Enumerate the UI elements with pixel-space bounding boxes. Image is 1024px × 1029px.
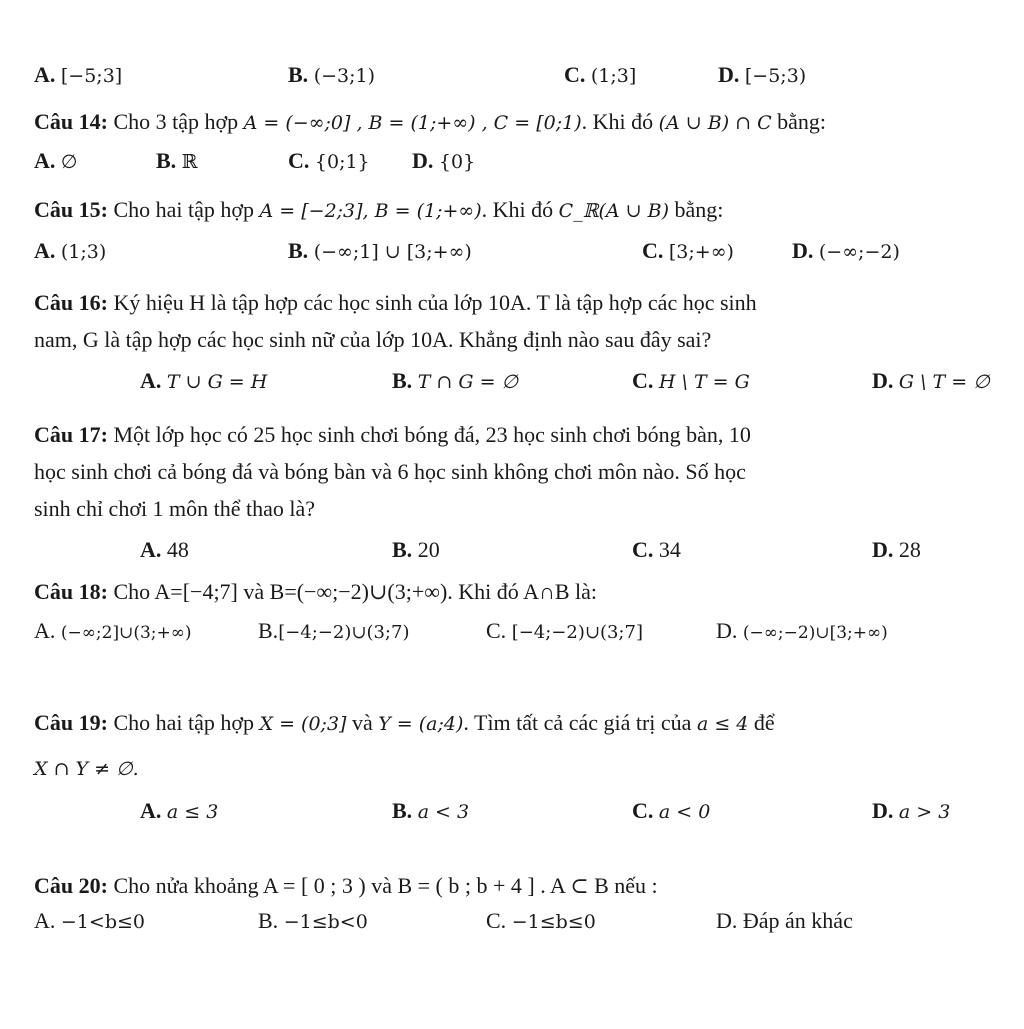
q14-option-a[interactable]: A. ∅ — [34, 148, 78, 173]
q18-label: Câu 18: — [34, 579, 108, 604]
q14-label: Câu 14: — [34, 109, 108, 134]
q17-options — [0, 531, 1024, 569]
q17-line-1: Câu 17: Một lớp học có 25 học sinh chơi bóng đá, 23 học sinh chơi bóng bàn, 10 — [34, 422, 751, 447]
q17-option-c[interactable]: C. 34 — [632, 537, 681, 562]
q14-option-b[interactable]: B. ℝ — [156, 148, 198, 173]
q13-option-d[interactable]: D. [−5;3) — [718, 62, 807, 87]
q13-option-c[interactable]: C. (1;3] — [564, 62, 637, 87]
q16-line-2: nam, G là tập hợp các học sinh nữ của lớp 10A. Khẳng định nào sau đây sai? — [34, 327, 712, 352]
q14-text: Câu 14: Cho 3 tập hợp A = (−∞;0] , B = (1;+∞) , C = [0;1). Khi đó (A ∪ B) ∩ C bằng: — [34, 109, 827, 134]
q20-option-d[interactable]: D. Đáp án khác — [716, 908, 853, 933]
q15-option-b[interactable]: B. (−∞;1] ∪ [3;+∞) — [288, 238, 472, 263]
q15-option-d[interactable]: D. (−∞;−2) — [792, 238, 900, 263]
q15-options — [0, 232, 1024, 270]
q15-label: Câu 15: — [34, 197, 108, 222]
q14-options — [0, 142, 1024, 180]
q16-line-1: Câu 16: Ký hiệu H là tập hợp các học sinh của lớp 10A. T là tập hợp các học sinh — [34, 290, 757, 315]
q13-option-a[interactable]: A. [−5;3] — [34, 62, 123, 87]
q19-option-c[interactable]: C. a < 0 — [632, 798, 711, 823]
q18-options — [0, 612, 1024, 650]
q20-option-a[interactable]: A. −1<b≤0 — [34, 908, 145, 933]
q17-label: Câu 17: — [34, 422, 108, 447]
q19-line-2: X ∩ Y ≠ ∅. — [34, 758, 139, 780]
q16-option-c[interactable]: C. H \ T = G — [632, 368, 750, 393]
q17-line-3: sinh chỉ chơi 1 môn thể thao là? — [34, 496, 316, 521]
q16-text — [34, 284, 1016, 358]
q15-text: Câu 15: Cho hai tập hợp A = [−2;3], B = (1;+∞). Khi đó C_ℝ(A ∪ B) bằng: — [34, 197, 724, 222]
q15-option-c[interactable]: C. [3;+∞) — [642, 238, 734, 263]
q13-options — [0, 56, 1024, 94]
q19-option-a[interactable]: A. a ≤ 3 — [140, 798, 219, 823]
q18-option-b[interactable]: B.[−4;−2)∪(3;7) — [258, 618, 410, 643]
q14-option-c[interactable]: C. {0;1} — [288, 148, 370, 173]
q18-text: Câu 18: Cho A=[−4;7] và B=(−∞;−2)∪(3;+∞). Khi đó A∩B là: — [34, 579, 598, 604]
q20-option-b[interactable]: B. −1≤b<0 — [258, 908, 368, 933]
q19-label: Câu 19: — [34, 710, 108, 735]
q16-option-a[interactable]: A. T ∪ G = H — [140, 368, 268, 393]
q16-option-d[interactable]: D. G \ T = ∅ — [872, 368, 990, 393]
q20-options — [0, 902, 1024, 940]
q17-option-d[interactable]: D. 28 — [872, 537, 921, 562]
q18-option-a[interactable]: A. (−∞;2]∪(3;+∞) — [34, 618, 192, 643]
q15-option-a[interactable]: A. (1;3) — [34, 238, 107, 263]
q18-option-c[interactable]: C. [−4;−2)∪(3;7] — [486, 618, 643, 643]
q17-option-a[interactable]: A. 48 — [140, 537, 189, 562]
q17-text — [34, 416, 1016, 527]
q20-option-c[interactable]: C. −1≤b≤0 — [486, 908, 596, 933]
q13-option-b[interactable]: B. (−3;1) — [288, 62, 376, 87]
q20-text: Câu 20: Cho nửa khoảng A = [ 0 ; 3 ) và B = ( b ; b + 4 ] . A ⊂ B nếu : — [34, 873, 658, 898]
q14-option-d[interactable]: D. {0} — [412, 148, 476, 173]
q19-options — [0, 792, 1024, 830]
q19-option-b[interactable]: B. a < 3 — [392, 798, 470, 823]
q16-label: Câu 16: — [34, 290, 108, 315]
q20-label: Câu 20: — [34, 873, 108, 898]
q16-option-b[interactable]: B. T ∩ G = ∅ — [392, 368, 519, 393]
q17-option-b[interactable]: B. 20 — [392, 537, 440, 562]
q17-line-2: học sinh chơi cả bóng đá và bóng bàn và 6 học sinh không chơi môn nào. Số học — [34, 459, 746, 484]
q19-text: Câu 19: Cho hai tập hợp X = (0;3] và Y = (a;4). Tìm tất cả các giá trị của a ≤ 4 để — [34, 710, 775, 735]
q16-options — [0, 362, 1024, 400]
q18-option-d[interactable]: D. (−∞;−2)∪[3;+∞) — [716, 618, 888, 643]
q19-option-d[interactable]: D. a > 3 — [872, 798, 951, 823]
